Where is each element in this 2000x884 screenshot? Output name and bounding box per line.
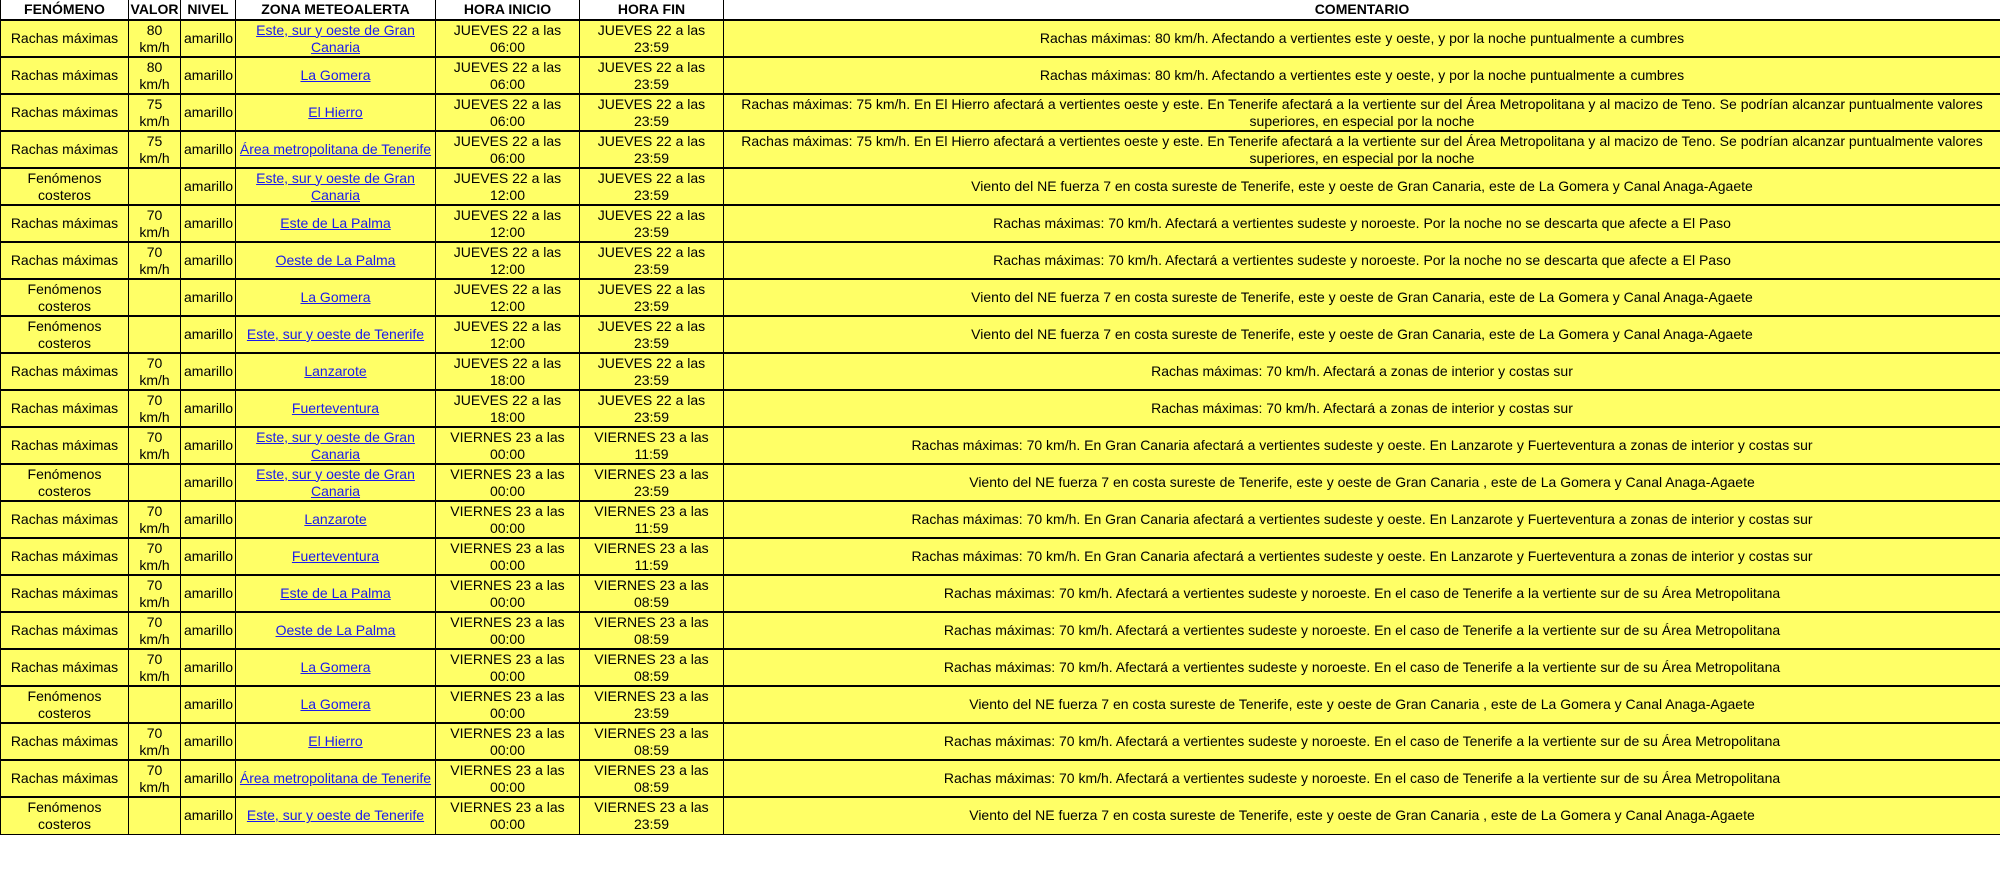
table-row (1, 57, 2000, 94)
zone-link[interactable]: Este, sur y oeste de Gran Canaria (256, 465, 415, 499)
cell-comentario: Rachas máximas: 70 km/h. Afectará a vertientes sudeste y noroeste. En el caso de Tenerife a la vertiente sur de su Área Metropolitana (724, 760, 2000, 797)
table-row (1, 94, 2000, 131)
cell-hora-fin: JUEVES 22 a las 23:59 (580, 131, 724, 168)
cell-hora-fin: VIERNES 23 a las 11:59 (580, 501, 724, 538)
cell-zona (236, 205, 436, 242)
cell-comentario: Viento del NE fuerza 7 en costa sureste de Tenerife, este y oeste de Gran Canaria, este de La Gomera y Canal Anaga-Agaete (724, 279, 2000, 316)
table-row (1, 723, 2000, 760)
cell-fenomeno: Rachas máximas (1, 94, 129, 131)
cell-hora-fin: VIERNES 23 a las 23:59 (580, 797, 724, 834)
cell-nivel: amarillo (181, 57, 236, 94)
zone-link[interactable]: Área metropolitana de Tenerife (239, 141, 432, 157)
cell-fenomeno: Rachas máximas (1, 131, 129, 168)
cell-hora-inicio: VIERNES 23 a las 00:00 (436, 427, 580, 464)
cell-hora-inicio: VIERNES 23 a las 00:00 (436, 723, 580, 760)
zone-link[interactable]: Este de La Palma (280, 585, 391, 601)
cell-hora-inicio: JUEVES 22 a las 06:00 (436, 20, 580, 57)
cell-comentario: Rachas máximas: 70 km/h. Afectará a vertientes sudeste y noroeste. En el caso de Tenerife a la vertiente sur de su Área Metropolitana (724, 575, 2000, 612)
cell-comentario: Rachas máximas: 70 km/h. En Gran Canaria afectará a vertientes sudeste y oeste. En Lanzarote y Fuerteventura a zonas de interior y costas sur (724, 427, 2000, 464)
cell-hora-fin: JUEVES 22 a las 23:59 (580, 94, 724, 131)
header-hora-inicio: HORA INICIO (436, 0, 580, 20)
zone-link[interactable]: Este, sur y oeste de Gran Canaria (256, 428, 415, 462)
cell-hora-inicio: JUEVES 22 a las 06:00 (436, 131, 580, 168)
cell-hora-fin: VIERNES 23 a las 23:59 (580, 686, 724, 723)
zone-link[interactable]: El Hierro (308, 733, 363, 749)
cell-valor: 75 km/h (129, 94, 181, 131)
cell-hora-fin: JUEVES 22 a las 23:59 (580, 390, 724, 427)
cell-zona (236, 686, 436, 723)
cell-fenomeno: Fenómenos costeros (1, 797, 129, 834)
cell-hora-inicio: VIERNES 23 a las 00:00 (436, 612, 580, 649)
header-nivel: NIVEL (181, 0, 236, 20)
cell-comentario: Viento del NE fuerza 7 en costa sureste de Tenerife, este y oeste de Gran Canaria , este de La Gomera y Canal Anaga-Agaete (724, 686, 2000, 723)
table-row (1, 353, 2000, 390)
cell-fenomeno: Fenómenos costeros (1, 279, 129, 316)
cell-zona (236, 20, 436, 57)
zone-link[interactable]: La Gomera (300, 289, 371, 305)
cell-hora-fin: VIERNES 23 a las 23:59 (580, 464, 724, 501)
cell-hora-fin: VIERNES 23 a las 11:59 (580, 427, 724, 464)
cell-zona (236, 649, 436, 686)
cell-fenomeno: Rachas máximas (1, 760, 129, 797)
cell-nivel: amarillo (181, 723, 236, 760)
cell-valor: 70 km/h (129, 649, 181, 686)
cell-fenomeno: Rachas máximas (1, 538, 129, 575)
cell-hora-fin: VIERNES 23 a las 08:59 (580, 723, 724, 760)
cell-nivel: amarillo (181, 575, 236, 612)
cell-hora-fin: VIERNES 23 a las 08:59 (580, 760, 724, 797)
cell-nivel: amarillo (181, 168, 236, 205)
cell-nivel: amarillo (181, 94, 236, 131)
cell-fenomeno: Rachas máximas (1, 612, 129, 649)
cell-comentario: Rachas máximas: 70 km/h. En Gran Canaria afectará a vertientes sudeste y oeste. En Lanzarote y Fuerteventura a zonas de interior y costas sur (724, 501, 2000, 538)
cell-fenomeno: Rachas máximas (1, 205, 129, 242)
zone-link[interactable]: Oeste de La Palma (275, 252, 396, 268)
zone-link[interactable]: Fuerteventura (291, 548, 380, 564)
cell-hora-inicio: JUEVES 22 a las 12:00 (436, 168, 580, 205)
zone-link[interactable]: Área metropolitana de Tenerife (239, 770, 432, 786)
cell-nivel: amarillo (181, 760, 236, 797)
cell-nivel: amarillo (181, 612, 236, 649)
cell-valor (129, 797, 181, 834)
cell-hora-inicio: VIERNES 23 a las 00:00 (436, 501, 580, 538)
table-row (1, 390, 2000, 427)
table-row (1, 316, 2000, 353)
cell-comentario: Rachas máximas: 75 km/h. En El Hierro afectará a vertientes oeste y este. En Tenerife afectará a la vertiente sur del Área Metropolitana y al macizo de Teno. Se podrían alcanzar puntualmente valores superiores, en especial por la noche (724, 131, 2000, 168)
cell-valor: 75 km/h (129, 131, 181, 168)
table-row (1, 797, 2000, 834)
zone-link[interactable]: Este de La Palma (280, 215, 391, 231)
zone-link[interactable]: Este, sur y oeste de Tenerife (246, 326, 425, 342)
cell-hora-inicio: VIERNES 23 a las 00:00 (436, 464, 580, 501)
cell-zona (236, 168, 436, 205)
cell-fenomeno: Rachas máximas (1, 353, 129, 390)
cell-valor: 70 km/h (129, 760, 181, 797)
cell-comentario: Viento del NE fuerza 7 en costa sureste de Tenerife, este y oeste de Gran Canaria, este de La Gomera y Canal Anaga-Agaete (724, 316, 2000, 353)
cell-hora-fin: VIERNES 23 a las 08:59 (580, 649, 724, 686)
cell-valor: 70 km/h (129, 538, 181, 575)
zone-link[interactable]: La Gomera (300, 659, 371, 675)
cell-comentario: Rachas máximas: 70 km/h. Afectará a vertientes sudeste y noroeste. En el caso de Tenerife a la vertiente sur de su Área Metropolitana (724, 649, 2000, 686)
table-row (1, 279, 2000, 316)
alerts-body (1, 20, 2000, 834)
cell-zona (236, 57, 436, 94)
cell-zona (236, 316, 436, 353)
cell-valor: 70 km/h (129, 353, 181, 390)
table-row (1, 205, 2000, 242)
cell-comentario: Rachas máximas: 70 km/h. Afectará a vertientes sudeste y noroeste. En el caso de Tenerife a la vertiente sur de su Área Metropolitana (724, 723, 2000, 760)
cell-zona (236, 242, 436, 279)
cell-fenomeno: Fenómenos costeros (1, 316, 129, 353)
cell-fenomeno: Rachas máximas (1, 427, 129, 464)
table-row (1, 686, 2000, 723)
zone-link[interactable]: Lanzarote (304, 511, 367, 527)
cell-comentario: Rachas máximas: 75 km/h. En El Hierro afectará a vertientes oeste y este. En Tenerife afectará a la vertiente sur del Área Metropolitana y al macizo de Teno. Se podrían alcanzar puntualmente valores superiores, en especial por la noche (724, 94, 2000, 131)
zone-link[interactable]: Este, sur y oeste de Gran Canaria (256, 169, 415, 203)
table-row (1, 20, 2000, 57)
cell-hora-inicio: JUEVES 22 a las 12:00 (436, 279, 580, 316)
cell-hora-fin: VIERNES 23 a las 08:59 (580, 575, 724, 612)
cell-valor (129, 464, 181, 501)
cell-valor: 70 km/h (129, 575, 181, 612)
cell-comentario: Rachas máximas: 80 km/h. Afectando a vertientes este y oeste, y por la noche puntualmente a cumbres (724, 57, 2000, 94)
cell-valor: 70 km/h (129, 427, 181, 464)
table-row (1, 464, 2000, 501)
cell-nivel: amarillo (181, 538, 236, 575)
cell-hora-fin: JUEVES 22 a las 23:59 (580, 353, 724, 390)
cell-fenomeno: Rachas máximas (1, 501, 129, 538)
cell-fenomeno: Rachas máximas (1, 20, 129, 57)
cell-fenomeno: Fenómenos costeros (1, 464, 129, 501)
cell-nivel: amarillo (181, 316, 236, 353)
cell-nivel: amarillo (181, 686, 236, 723)
cell-zona (236, 797, 436, 834)
cell-comentario: Rachas máximas: 70 km/h. Afectará a vertientes sudeste y noroeste. Por la noche no se descarta que afecte a El Paso (724, 242, 2000, 279)
cell-zona (236, 131, 436, 168)
zone-link[interactable]: Oeste de La Palma (275, 622, 396, 638)
cell-hora-inicio: JUEVES 22 a las 06:00 (436, 57, 580, 94)
cell-hora-inicio: JUEVES 22 a las 18:00 (436, 353, 580, 390)
cell-nivel: amarillo (181, 390, 236, 427)
cell-comentario: Rachas máximas: 80 km/h. Afectando a vertientes este y oeste, y por la noche puntualmente a cumbres (724, 20, 2000, 57)
table-row (1, 612, 2000, 649)
cell-zona (236, 723, 436, 760)
cell-fenomeno: Fenómenos costeros (1, 686, 129, 723)
cell-fenomeno: Rachas máximas (1, 649, 129, 686)
zone-link[interactable]: La Gomera (300, 67, 371, 83)
cell-nivel: amarillo (181, 353, 236, 390)
zone-link[interactable]: Fuerteventura (291, 400, 380, 416)
cell-zona (236, 575, 436, 612)
cell-zona (236, 464, 436, 501)
cell-comentario: Rachas máximas: 70 km/h. Afectará a zonas de interior y costas sur (724, 390, 2000, 427)
cell-nivel: amarillo (181, 242, 236, 279)
cell-fenomeno: Rachas máximas (1, 390, 129, 427)
cell-hora-fin: JUEVES 22 a las 23:59 (580, 316, 724, 353)
header-valor: VALOR (129, 0, 181, 20)
header-fenomeno: FENÓMENO (1, 0, 129, 20)
cell-hora-inicio: VIERNES 23 a las 00:00 (436, 649, 580, 686)
table-row (1, 242, 2000, 279)
cell-hora-fin: JUEVES 22 a las 23:59 (580, 57, 724, 94)
cell-nivel: amarillo (181, 427, 236, 464)
table-row (1, 131, 2000, 168)
cell-comentario: Viento del NE fuerza 7 en costa sureste de Tenerife, este y oeste de Gran Canaria, este de La Gomera y Canal Anaga-Agaete (724, 168, 2000, 205)
cell-zona (236, 94, 436, 131)
cell-zona (236, 427, 436, 464)
cell-valor: 70 km/h (129, 242, 181, 279)
header-comentario: COMENTARIO (724, 0, 2000, 20)
cell-nivel: amarillo (181, 131, 236, 168)
table-row (1, 501, 2000, 538)
cell-hora-inicio: VIERNES 23 a las 00:00 (436, 797, 580, 834)
cell-valor: 70 km/h (129, 501, 181, 538)
header-zona: ZONA METEOALERTA (236, 0, 436, 20)
cell-valor (129, 279, 181, 316)
cell-hora-inicio: JUEVES 22 a las 06:00 (436, 94, 580, 131)
cell-hora-fin: JUEVES 22 a las 23:59 (580, 20, 724, 57)
cell-zona (236, 501, 436, 538)
zone-link[interactable]: Este, sur y oeste de Tenerife (246, 807, 425, 824)
zone-link[interactable]: Lanzarote (304, 363, 367, 379)
cell-nivel: amarillo (181, 205, 236, 242)
cell-hora-inicio: VIERNES 23 a las 00:00 (436, 760, 580, 797)
cell-zona (236, 390, 436, 427)
cell-valor (129, 168, 181, 205)
cell-zona (236, 612, 436, 649)
cell-nivel: amarillo (181, 20, 236, 57)
cell-zona (236, 353, 436, 390)
cell-hora-inicio: VIERNES 23 a las 00:00 (436, 686, 580, 723)
cell-hora-fin: JUEVES 22 a las 23:59 (580, 205, 724, 242)
table-row (1, 168, 2000, 205)
cell-fenomeno: Rachas máximas (1, 723, 129, 760)
cell-nivel: amarillo (181, 279, 236, 316)
cell-hora-inicio: JUEVES 22 a las 12:00 (436, 205, 580, 242)
cell-hora-fin: VIERNES 23 a las 08:59 (580, 612, 724, 649)
header-hora-fin: HORA FIN (580, 0, 724, 20)
cell-hora-fin: VIERNES 23 a las 11:59 (580, 538, 724, 575)
cell-valor: 80 km/h (129, 20, 181, 57)
cell-hora-inicio: JUEVES 22 a las 18:00 (436, 390, 580, 427)
cell-comentario: Viento del NE fuerza 7 en costa sureste de Tenerife, este y oeste de Gran Canaria , este de La Gomera y Canal Anaga-Agaete (724, 797, 2000, 834)
cell-fenomeno: Rachas máximas (1, 57, 129, 94)
cell-valor (129, 316, 181, 353)
zone-link[interactable]: El Hierro (308, 104, 363, 120)
table-row (1, 649, 2000, 686)
table-row (1, 575, 2000, 612)
cell-nivel: amarillo (181, 797, 236, 834)
cell-comentario: Rachas máximas: 70 km/h. En Gran Canaria afectará a vertientes sudeste y oeste. En Lanzarote y Fuerteventura a zonas de interior y costas sur (724, 538, 2000, 575)
cell-hora-fin: JUEVES 22 a las 23:59 (580, 242, 724, 279)
cell-valor: 70 km/h (129, 205, 181, 242)
cell-hora-inicio: JUEVES 22 a las 12:00 (436, 242, 580, 279)
cell-zona (236, 279, 436, 316)
cell-zona (236, 538, 436, 575)
cell-comentario: Rachas máximas: 70 km/h. Afectará a vertientes sudeste y noroeste. En el caso de Tenerife a la vertiente sur de su Área Metropolitana (724, 612, 2000, 649)
cell-comentario: Viento del NE fuerza 7 en costa sureste de Tenerife, este y oeste de Gran Canaria , este de La Gomera y Canal Anaga-Agaete (724, 464, 2000, 501)
cell-valor: 70 km/h (129, 390, 181, 427)
cell-valor: 80 km/h (129, 57, 181, 94)
cell-fenomeno: Fenómenos costeros (1, 168, 129, 205)
cell-nivel: amarillo (181, 464, 236, 501)
cell-hora-fin: JUEVES 22 a las 23:59 (580, 279, 724, 316)
cell-hora-fin: JUEVES 22 a las 23:59 (580, 168, 724, 205)
cell-hora-inicio: JUEVES 22 a las 12:00 (436, 316, 580, 353)
cell-nivel: amarillo (181, 501, 236, 538)
cell-zona (236, 760, 436, 797)
header-row (1, 0, 2000, 20)
table-row (1, 427, 2000, 464)
cell-valor (129, 686, 181, 723)
zone-link[interactable]: Este, sur y oeste de Gran Canaria (256, 21, 415, 55)
cell-comentario: Rachas máximas: 70 km/h. Afectará a zonas de interior y costas sur (724, 353, 2000, 390)
cell-valor: 70 km/h (129, 723, 181, 760)
cell-fenomeno: Rachas máximas (1, 575, 129, 612)
cell-valor: 70 km/h (129, 612, 181, 649)
cell-hora-inicio: VIERNES 23 a las 00:00 (436, 575, 580, 612)
zone-link[interactable]: La Gomera (300, 696, 371, 712)
cell-fenomeno: Rachas máximas (1, 242, 129, 279)
table-row (1, 760, 2000, 797)
cell-comentario: Rachas máximas: 70 km/h. Afectará a vertientes sudeste y noroeste. Por la noche no se descarta que afecte a El Paso (724, 205, 2000, 242)
table-row (1, 538, 2000, 575)
cell-nivel: amarillo (181, 649, 236, 686)
cell-hora-inicio: VIERNES 23 a las 00:00 (436, 538, 580, 575)
